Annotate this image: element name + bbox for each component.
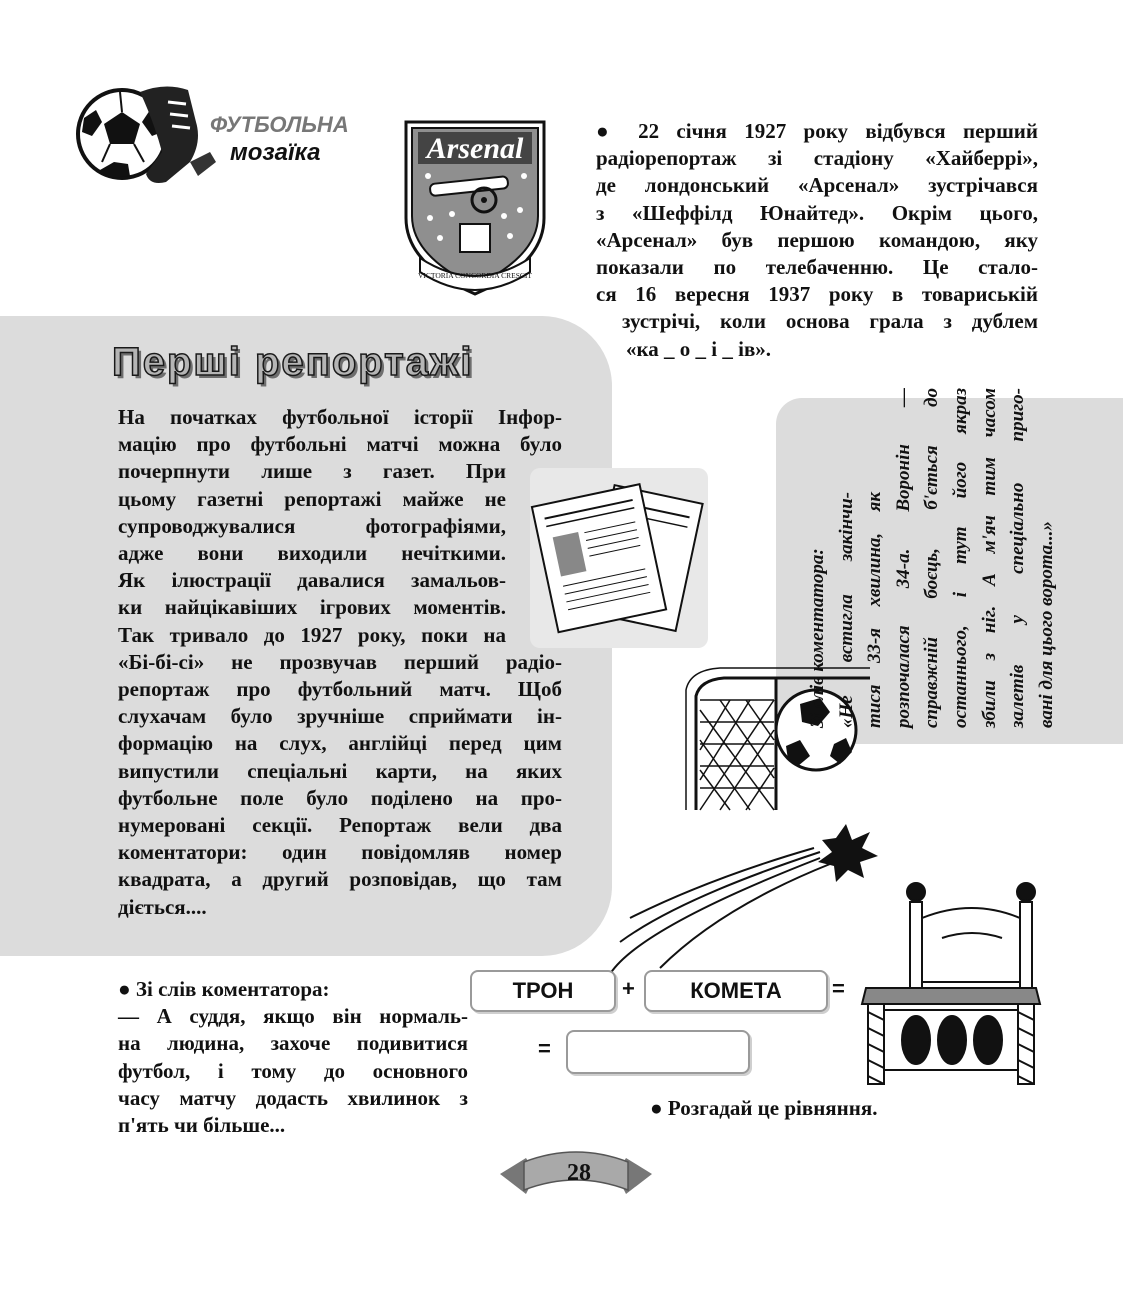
text-line: зустрічі, коли основа грала з дублем (622, 309, 1038, 334)
text-line: Так тривало до 1927 року, поки на (118, 622, 506, 647)
text-line: цьому газетні репортажі майже не (118, 486, 506, 511)
text-line: радіорепортаж зі стадіону «Хайберрі», (596, 146, 1038, 171)
text-line: вані для цього ворота...» (1035, 521, 1057, 728)
equation-term-comet: КОМЕТА (644, 970, 828, 1012)
text-line: — А суддя, якщо він нормаль- (118, 1004, 468, 1029)
comet-illustration (600, 818, 900, 978)
text-line: футбольне поле було поділено на про- (118, 785, 562, 810)
text-line: коментатори: один повідомляв номер (118, 840, 562, 865)
text-line: адже вони виходили нечіткими. (118, 541, 506, 566)
text-line: де лондонський «Арсенал» зустрічався (596, 173, 1038, 198)
text-line: п'ять чи більше... (118, 1113, 286, 1138)
page-number: 28 (567, 1160, 591, 1186)
text-line: на людина, захоче подивитися (118, 1031, 468, 1056)
crest-name: Arsenal (426, 132, 524, 165)
text-line: випустили спеціальні карти, на яких (118, 758, 562, 783)
equation-plus: + (622, 976, 635, 1001)
equation-equals: = (832, 976, 845, 1001)
text-line: квадрата, а другий розповідав, що там (118, 867, 562, 892)
text-line: ● 22 січня 1927 року відбувся перший (596, 119, 1038, 143)
section-title: Перші репортажі (112, 340, 474, 384)
text-line: тися 33-я хвилина, як (864, 492, 886, 728)
text-line: репортаж про футбольний матч. Щоб (118, 677, 562, 702)
commentator-quote (776, 388, 1123, 744)
quote-heading: Зі слів коментатора: (807, 548, 828, 728)
text-line: ся 16 вересня 1937 року в товариській (596, 282, 1038, 307)
text-line: нумеровані секції. Репортаж вели два (118, 813, 562, 838)
puzzle-instruction: ● Розгадай це рівняння. (650, 1096, 878, 1120)
crest-motto: VICTORIA CONCORDIA CRESCIT (417, 271, 533, 280)
text-line: «ка _ о _ і _ ів». (626, 336, 772, 361)
text-line: футбол, і тому до основного (118, 1058, 468, 1083)
text-line: мацію про футбольні матчі можна було (118, 432, 562, 457)
equation-answer-box[interactable] (566, 1030, 750, 1074)
text-line: справжній боєць, б'ється до (921, 388, 943, 728)
series-title-line1: ФУТБОЛЬНА (210, 112, 349, 137)
text-line: залетів у спеціально приго- (1007, 388, 1029, 728)
equation-equals: = (538, 1036, 551, 1061)
text-line: показали по телебаченню. Це стало- (596, 255, 1038, 280)
text-line: Як ілюстрації давалися замальов- (118, 568, 506, 593)
arsenal-crest (400, 118, 550, 298)
text-line: останнього, і тут його якраз (949, 388, 971, 728)
text-line: діється.... (118, 894, 207, 919)
second-commentator-quote (118, 976, 468, 1139)
series-title-line2: мозаїка (230, 139, 321, 166)
text-line: ● Зі слів коментатора: (118, 977, 330, 1001)
text-line: супроводжувалися фотографіями, (118, 513, 506, 538)
text-line: формацію на слух, англійці перед цим (118, 731, 562, 756)
text-line: На початках футбольної історії Інфор- (118, 405, 562, 429)
text-line: розпочалася 34-а. Воронін — (892, 388, 914, 728)
arsenal-fact-paragraph (596, 118, 1038, 363)
text-line: почерпнути лише з газет. При (118, 459, 506, 484)
text-line: «Бі-бі-сі» не прозвучав перший радіо- (118, 649, 562, 674)
text-line: «Не встигла закінчи- (835, 492, 857, 728)
text-line: часу матчу додасть хвилинок з (118, 1085, 468, 1110)
equation-term-throne: ТРОН (470, 970, 616, 1012)
comet-icon (610, 824, 878, 974)
throne-icon (862, 883, 1040, 1084)
text-line: з «Шеффілд Юнайтед». Окрім цього, (596, 200, 1038, 225)
throne-illustration (856, 878, 1046, 1098)
text-line: «Арсенал» був першою командою, яку (596, 227, 1038, 252)
series-logo (70, 82, 370, 202)
text-line: ки найцікавіших ігрових моментів. (118, 595, 506, 620)
text-line: слухачам було зручніше сприймати ін- (118, 704, 562, 729)
article-body (118, 404, 562, 921)
text-line: збили з ніг. А м'яч тим часом (978, 388, 1000, 728)
